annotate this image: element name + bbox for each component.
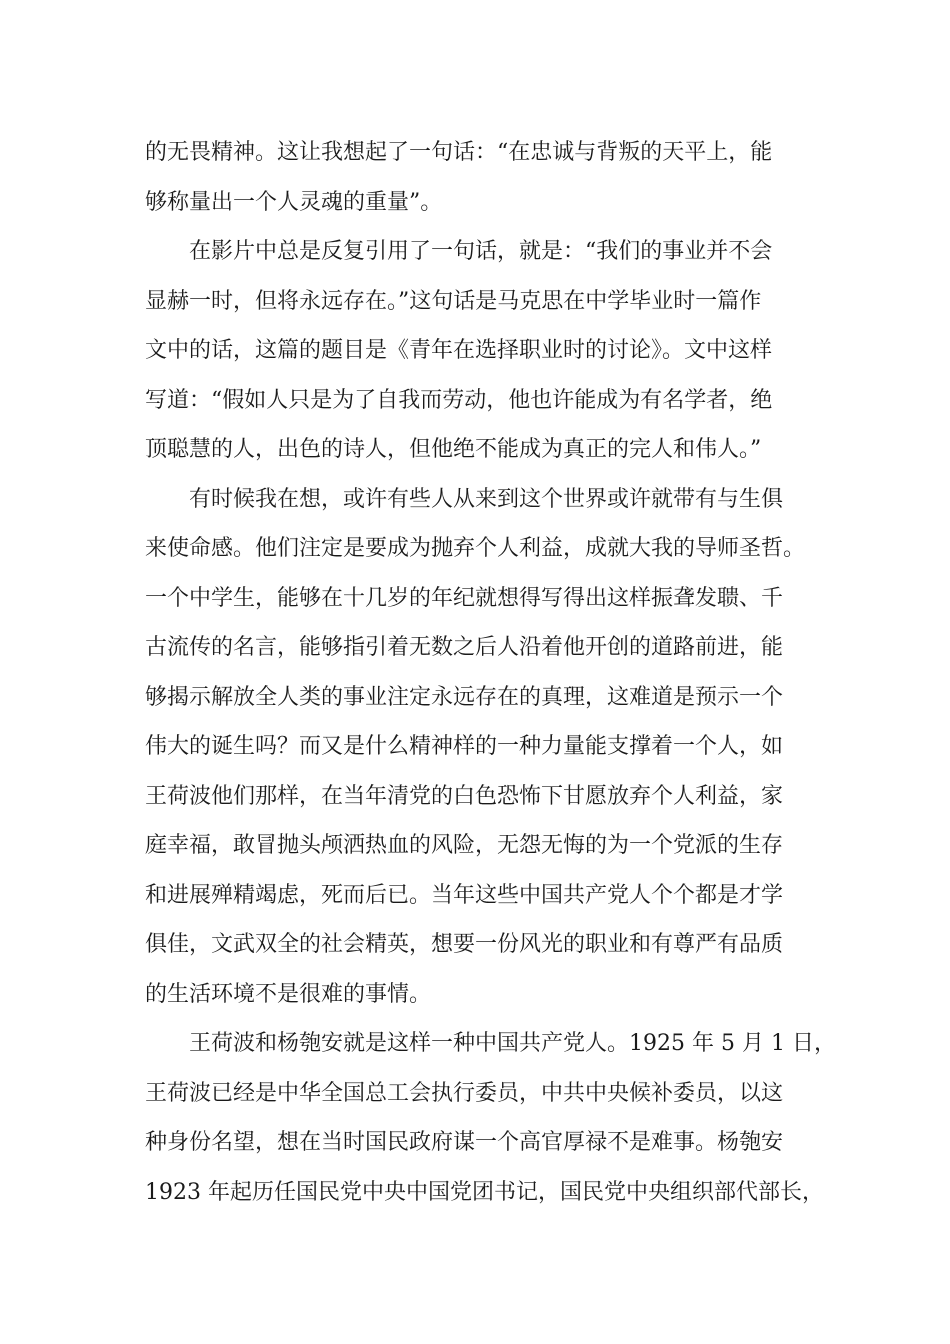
text-line: 王荷波他们那样，在当年清党的白色恐怖下甘愿放弃个人利益，家 bbox=[145, 783, 784, 809]
text-line: 一个中学生，能够在十几岁的年纪就想得写得出这样振聋发聩、千 bbox=[145, 585, 784, 611]
text-line: 古流传的名言，能够指引着无数之后人沿着他开创的道路前进，能 bbox=[145, 635, 784, 660]
text-line: 文中的话，这篇的题目是《青年在选择职业时的讨论》。文中这样 bbox=[145, 338, 773, 363]
text-line: 伟大的诞生吗？而又是什么精神样的一种力量能支撑着一个人，如 bbox=[145, 734, 784, 759]
text-line: 王荷波和杨匏安就是这样一种中国共产党人。1925 年 5 月 1 日， bbox=[189, 1031, 836, 1056]
text-line: 够揭示解放全人类的事业注定永远存在的真理，这难道是预示一个 bbox=[145, 684, 784, 710]
text-line: 的生活环境不是很难的事情。 bbox=[145, 981, 432, 1007]
text-line: 和进展殚精竭虑，死而后已。当年这些中国共产党人个个都是才学 bbox=[145, 882, 784, 908]
text-line: 够称量出一个人灵魂的重量”。 bbox=[145, 189, 443, 215]
body-text bbox=[145, 128, 836, 1217]
text-line: 在影片中总是反复引用了一句话，就是：“我们的事业并不会 bbox=[189, 239, 773, 264]
text-line: 俱佳，文武双全的社会精英，想要一份风光的职业和有尊严有品质 bbox=[145, 932, 784, 957]
text-line: 有时候我在想，或许有些人从来到这个世界或许就带有与生俱 bbox=[189, 486, 784, 512]
text-line: 王荷波已经是中华全国总工会执行委员，中共中央候补委员，以这 bbox=[145, 1080, 784, 1106]
text-line: 显赫一时，但将永远存在。”这句话是马克思在中学毕业时一篇作 bbox=[145, 288, 762, 314]
text-line: 写道：“假如人只是为了自我而劳动，他也许能成为有名学者，绝 bbox=[145, 387, 773, 413]
text-line: 种身份名望，想在当时国民政府谋一个高官厚禄不是难事。杨匏安 bbox=[145, 1130, 784, 1155]
text-line: 庭幸福，敢冒抛头颅洒热血的风险，无怨无悔的为一个党派的生存 bbox=[145, 833, 784, 858]
text-line: 顶聪慧的人，出色的诗人，但他绝不能成为真正的完人和伟人。” bbox=[145, 437, 762, 462]
text-line: 来使命感。他们注定是要成为抛弃个人利益，成就大我的导师圣哲。 bbox=[145, 536, 806, 561]
text-line: 的无畏精神。这让我想起了一句话：“在忠诚与背叛的天平上，能 bbox=[145, 140, 773, 165]
text-line: 1923 年起历任国民党中央中国党团书记，国民党中央组织部代部长， bbox=[145, 1179, 824, 1205]
